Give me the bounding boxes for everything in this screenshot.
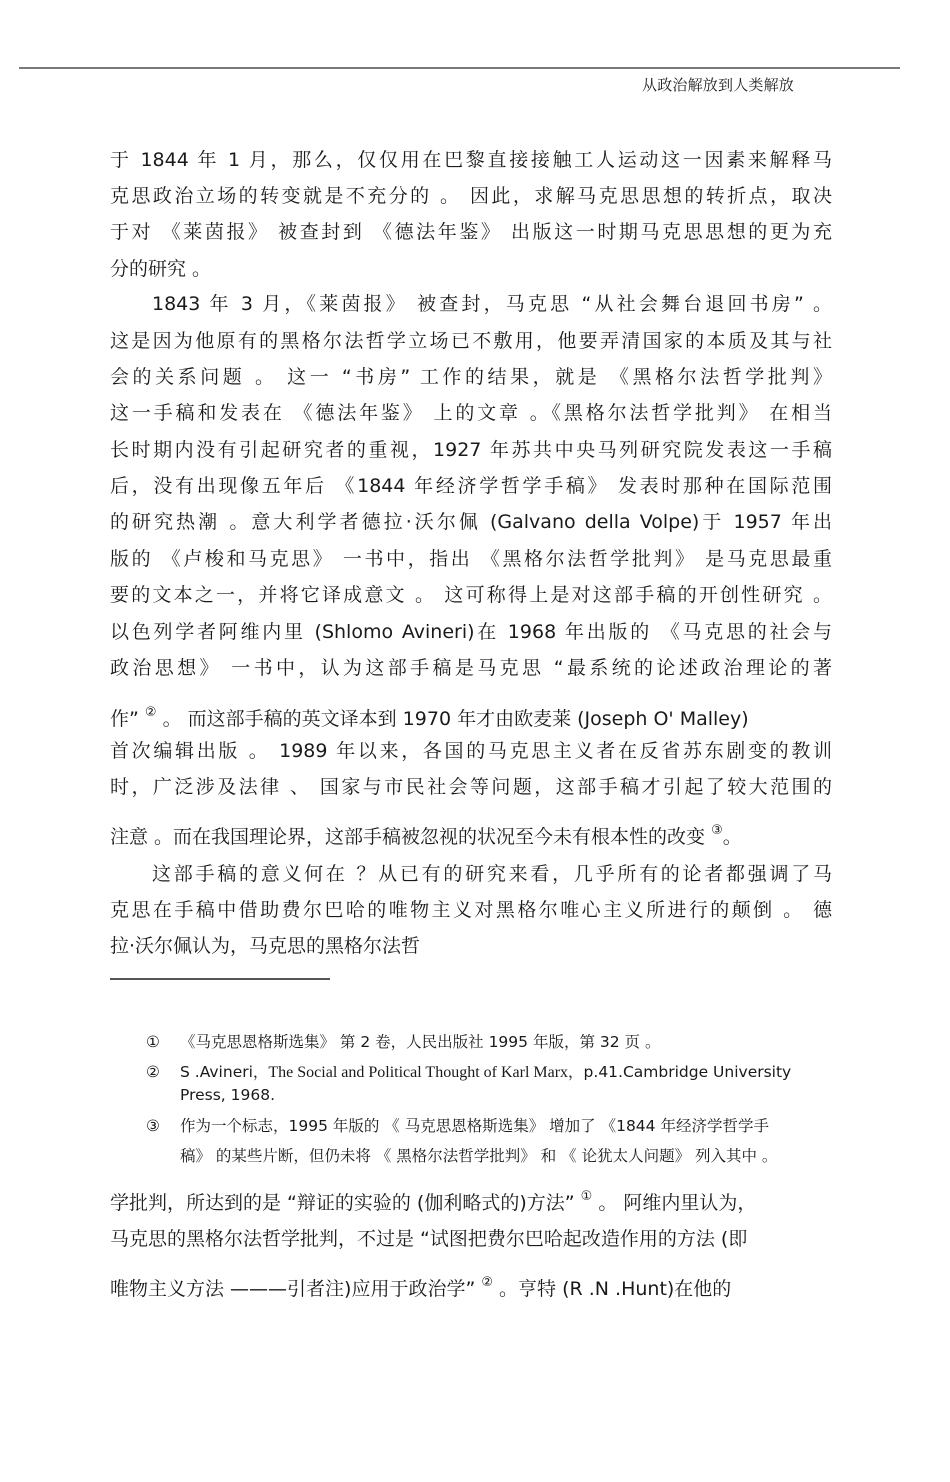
footnote-mark: ② <box>146 1063 160 1081</box>
footnote-author: S .Avineri， <box>180 1063 269 1081</box>
body-text-fragment: 。 <box>722 826 742 848</box>
body-line <box>110 1270 832 1302</box>
footnote-ref-1[interactable]: ① <box>580 1189 593 1204</box>
body-line: 版的 《卢梭和马克思》 一书中，指出 《黑格尔法哲学批判》 是马克思最重 <box>110 548 832 570</box>
body-text-fragment: 。 阿维内里认为， <box>598 1192 757 1214</box>
body-line: 拉·沃尔佩认为，马克思的黑格尔法哲 <box>110 935 421 957</box>
body-line: 首次编辑出版 。 1989 年以来，各国的马克思主义者在反省苏东剧变的教训 <box>110 740 832 762</box>
header-rule <box>19 67 900 69</box>
body-line: 长时期内没有引起研究者的重视，1927 年苏共中央马列研究院发表这一手稿 <box>110 439 832 461</box>
running-head: 从政治解放到人类解放 <box>642 76 795 94</box>
body-text-fragment: 学批判，所达到的是 “辩证的实验的 (伽利略式的)方法” <box>110 1192 575 1214</box>
body-line: 于 1844 年 1 月，那么，仅仅用在巴黎直接接触工人运动这一因素来解释马 <box>110 149 832 171</box>
body-line: 马克思的黑格尔法哲学批判，不过是 “试图把费尔巴哈起改造作用的方法 (即 <box>110 1228 748 1250</box>
footnote-publisher: ，p.41.Cambridge University <box>568 1063 792 1081</box>
body-line: 的研究热潮 。意大利学者德拉·沃尔佩 (Galvano della Volpe)于 1957 年出 <box>110 511 832 533</box>
body-line: 这部手稿的意义何在 ？从已有的研究来看，几乎所有的论者都强调了马 <box>152 863 832 885</box>
body-line <box>110 1184 832 1216</box>
body-line: 时，广泛涉及法律 、 国家与市民社会等问题，这部手稿才引起了较大范围的 <box>110 776 832 798</box>
body-line: 要的文本之一，并将它译成意文 。 这可称得上是对这部手稿的开创性研究 。 <box>110 584 832 606</box>
body-text-fragment: 。亨特 (R .N .Hunt)在他的 <box>499 1278 732 1300</box>
footnote-text: 稿》 的某些片断，但仍未将 《 黑格尔法哲学批判》 和 《 论犹太人问题》 列入其中 。 <box>180 1147 778 1165</box>
footnote-text: 作为一个标志，1995 年版的 《 马克思恩格斯选集》 增加了 《1844 年经济学哲学手 <box>180 1117 769 1135</box>
footnote-ref-2[interactable]: ② <box>481 1275 493 1290</box>
footnote-mark: ③ <box>146 1117 160 1135</box>
body-line: 会的关系问题 。 这一 “书房” 工作的结果，就是 《黑格尔法哲学批判》 <box>110 366 832 388</box>
body-line: 这是因为他原有的黑格尔法哲学立场已不敷用，他要弄清国家的本质及其与社 <box>110 330 832 352</box>
body-line: 于对 《莱茵报》 被查封到 《德法年鉴》 出版这一时期马克思思想的更为充 <box>110 221 832 243</box>
footnote-text: Press, 1968. <box>180 1086 276 1104</box>
body-line: 克思在手稿中借助费尔巴哈的唯物主义对黑格尔唯心主义所进行的颠倒 。 德 <box>110 899 832 921</box>
footnote-ref-2[interactable]: ② <box>144 705 157 720</box>
body-line <box>110 818 832 850</box>
footnote-text: 《马克思恩格斯选集》 第 2 卷，人民出版社 1995 年版，第 32 页 。 <box>180 1033 661 1051</box>
body-line: 以色列学者阿维内里 (Shlomo Avineri)在 1968 年出版的 《马克思的社会与 <box>110 621 832 643</box>
footnote-book-title: The Social and Political Thought of Karl Marx <box>268 1064 569 1081</box>
footnote-mark: ① <box>146 1033 160 1051</box>
body-line: 政治思想》 一书中，认为这部手稿是马克思 “最系统的论述政治理论的著 <box>110 657 832 679</box>
body-line: 1843 年 3 月，《莱茵报》 被查封，马克思 “从社会舞台退回书房” 。 <box>152 293 832 315</box>
footnote-ref-3[interactable]: ③ <box>711 823 723 838</box>
body-text-fragment: 作” <box>110 708 139 730</box>
body-text-fragment: 唯物主义方法 ———引者注)应用于政治学” <box>110 1278 476 1300</box>
body-text-fragment: 。 而这部手稿的英文译本到 1970 年才由欧麦莱 (Joseph O' Malley) <box>162 708 749 730</box>
body-text-fragment: 注意 。而在我国理论界，这部手稿被忽视的状况至今未有根本性的改变 <box>110 826 706 848</box>
footnote-text <box>180 1061 835 1084</box>
body-line: 克思政治立场的转变就是不充分的 。 因此，求解马克思思想的转折点，取决 <box>110 185 832 207</box>
body-line: 这一手稿和发表在 《德法年鉴》 上的文章 。《黑格尔法哲学批判》 在相当 <box>110 402 832 424</box>
body-line <box>110 700 832 732</box>
body-line: 后，没有出现像五年后 《1844 年经济学哲学手稿》 发表时那种在国际范围 <box>110 475 832 497</box>
body-line: 分的研究 。 <box>110 258 212 280</box>
footnote-separator <box>110 978 330 980</box>
